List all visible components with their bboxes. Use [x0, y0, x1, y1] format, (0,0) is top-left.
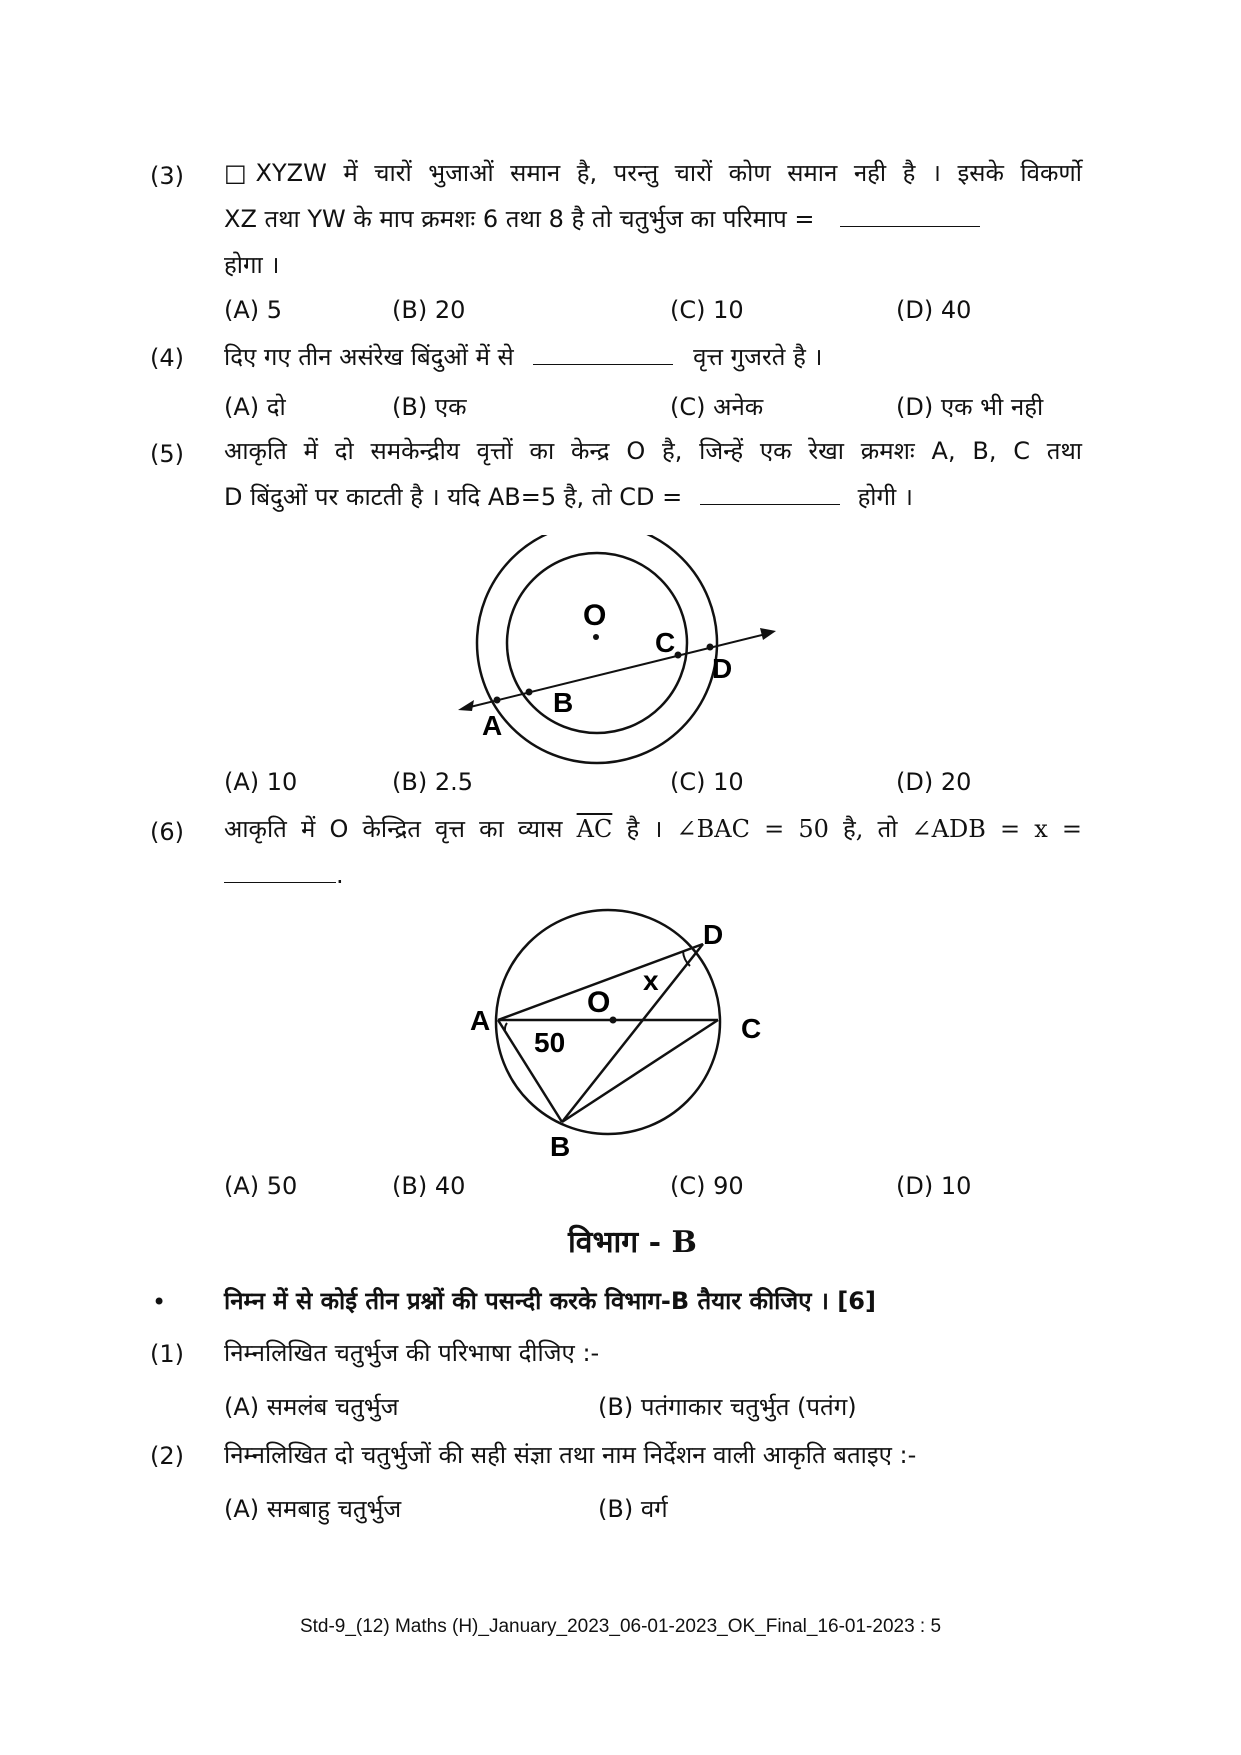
question-5-text-before: D बिंदुओं पर काटती है । यदि AB=5 है, तो CD =: [224, 483, 683, 511]
concentric-circles-figure: [440, 535, 800, 765]
question-5-line-2: [224, 474, 913, 520]
section-title: विभाग: [568, 1225, 639, 1260]
chord-bc: [562, 1020, 718, 1122]
section-letter: - B: [638, 1225, 697, 1260]
answer-blank: [224, 858, 336, 883]
option-d: (D) 10: [896, 1172, 972, 1200]
label-b: B: [550, 1131, 571, 1160]
question-b1-text: निम्नलिखित चतुर्भुज की परिभाषा दीजिए :-: [224, 1339, 600, 1367]
section-b-heading: [568, 1220, 697, 1261]
question-number: (3): [150, 162, 184, 190]
option-c: (C) अनेक: [670, 393, 764, 421]
question-4-text-before: दिए गए तीन असंरेख बिंदुओं में से: [224, 343, 514, 371]
answer-blank: [840, 202, 980, 227]
label-b: B: [553, 687, 574, 718]
label-c: C: [741, 1013, 762, 1044]
option-a: (A) दो: [224, 393, 286, 421]
center-point: [593, 634, 599, 640]
question-5-line-1: आकृति में दो समकेन्द्रीय वृत्तों का केन्द्र O है, जिन्हें एक रेखा क्रमशः A, B, C तथा: [224, 437, 1082, 465]
page-footer: Std-9_(12) Maths (H)_January_2023_06-01-2023_OK_Final_16-01-2023 : 5: [299, 1616, 942, 1637]
option-b: (B) पतंगाकार चतुर्भुत (पतंग): [598, 1393, 857, 1421]
point-b: [526, 689, 533, 696]
outer-circle: [477, 535, 717, 763]
circle-diameter-figure: [465, 900, 765, 1160]
question-4-text-after: वृत्त गुजरते है ।: [693, 343, 823, 371]
label-angle: 50: [534, 1027, 566, 1058]
label-d: D: [712, 653, 733, 684]
question-number: (2): [150, 1442, 184, 1470]
option-b: (B) 2.5: [392, 768, 473, 796]
question-3-line-2: [224, 196, 1082, 242]
point-c: [675, 652, 682, 659]
option-a: (A) 10: [224, 768, 298, 796]
line-end: .: [336, 861, 344, 889]
option-c: (C) 10: [670, 296, 744, 324]
option-a: (A) समबाहु चतुर्भुज: [224, 1495, 402, 1523]
angle-arc-a: [505, 1023, 507, 1030]
option-b: (B) 40: [392, 1172, 466, 1200]
option-c: (C) 10: [670, 768, 744, 796]
section-b-instruction: निम्न में से कोई तीन प्रश्नों की पसन्दी करके विभाग-B तैयार कीजिए । [6]: [224, 1287, 876, 1315]
question-3-line-3: होगा ।: [224, 251, 280, 279]
question-3-line-1: □XYZW में चारों भुजाओं समान है, परन्तु चारों कोण समान नही है । इसके विकर्णो: [224, 159, 1082, 187]
bullet: •: [152, 1288, 167, 1316]
label-a: A: [470, 1005, 491, 1036]
label-x: x: [643, 965, 659, 996]
question-6-text-part-2: है । ∠BAC = 50 है, तो ∠ADB = x =: [626, 815, 1082, 843]
question-6-line-2: [224, 852, 344, 898]
arrow-left: [458, 700, 474, 711]
answer-blank: [533, 340, 673, 365]
label-a: A: [482, 710, 503, 741]
question-5-text-after: होगी ।: [857, 483, 913, 511]
option-d: (D) एक भी नही: [896, 393, 1044, 421]
label-o: O: [583, 599, 607, 632]
option-d: (D) 20: [896, 768, 972, 796]
question-6-line-1: [224, 806, 1082, 852]
question-b2-text: निम्नलिखित दो चतुर्भुजों की सही संज्ञा तथा नाम निर्देशन वाली आकृति बताइए :-: [224, 1441, 917, 1469]
question-number: (5): [150, 440, 184, 468]
option-a: (A) 50: [224, 1172, 298, 1200]
label-d: D: [703, 919, 724, 950]
question-number: (1): [150, 1340, 184, 1368]
option-a: (A) 5: [224, 296, 283, 324]
point-d: [707, 644, 714, 651]
question-number: (4): [150, 344, 184, 372]
option-b: (B) एक: [392, 393, 467, 421]
question-number: (6): [150, 818, 184, 846]
diameter-ac: $\overline{AC}$: [576, 815, 613, 843]
question-3-text: XZ तथा YW के माप क्रमशः 6 तथा 8 है तो चतुर्भुज का परिमाप =: [224, 205, 815, 233]
answer-blank: [700, 480, 840, 505]
option-b: (B) 20: [392, 296, 466, 324]
question-6-text-part-1: आकृति में O केन्द्रित वृत्त का व्यास: [224, 815, 563, 843]
question-4-text: [224, 334, 823, 380]
option-a: (A) समलंब चतुर्भुज: [224, 1393, 399, 1421]
arrow-right: [760, 628, 776, 640]
circle: [496, 910, 720, 1134]
option-c: (C) 90: [670, 1172, 744, 1200]
center-point: [610, 1017, 617, 1024]
label-c: C: [655, 627, 676, 658]
point-a: [494, 697, 501, 704]
label-o: O: [587, 986, 611, 1019]
option-b: (B) वर्ग: [598, 1495, 668, 1523]
option-d: (D) 40: [896, 296, 972, 324]
